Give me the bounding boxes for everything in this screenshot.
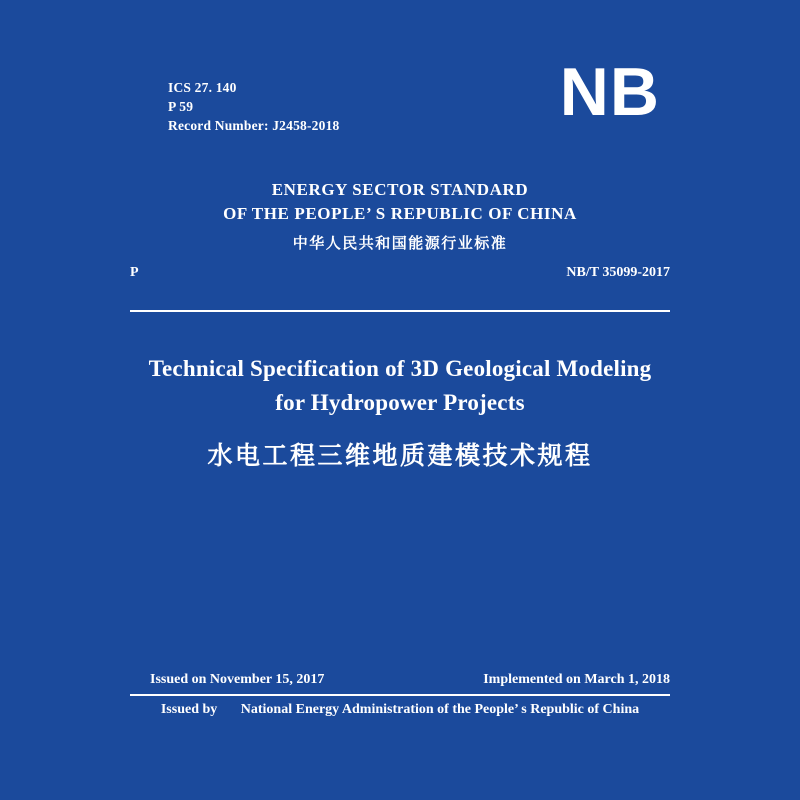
divider-bottom — [130, 694, 670, 696]
code-row — [130, 265, 670, 281]
divider-top — [130, 310, 670, 312]
page-title-english-line-1: Technical Specification of 3D Geological Modeling — [148, 356, 652, 381]
header-line-english-1: ENERGY SECTOR STANDARD — [271, 180, 529, 199]
standard-number: NB/T 35099-2017 — [566, 265, 670, 280]
identification-block — [168, 78, 339, 135]
header-line-english-2: OF THE PEOPLE’ S REPUBLIC OF CHINA — [223, 204, 577, 223]
dates-row — [150, 672, 670, 688]
nb-logo: NB — [559, 54, 660, 130]
issuer-label: Issued by — [160, 702, 218, 717]
issuer-row — [0, 702, 800, 718]
issuer-organization: National Energy Administration of the People’ s Republic of China — [240, 702, 640, 717]
issued-date: Issued on November 15, 2017 — [150, 672, 325, 687]
implemented-date: Implemented on March 1, 2018 — [483, 672, 670, 687]
ics-code: ICS 27. 140 — [168, 80, 237, 95]
record-number: Record Number: J2458-2018 — [168, 118, 340, 133]
header-line-chinese: 中华人民共和国能源行业标准 — [292, 234, 508, 252]
classification-letter: P — [130, 265, 139, 280]
document-title-block — [90, 352, 710, 472]
standard-header — [0, 178, 800, 253]
classification-code: P 59 — [168, 99, 194, 114]
page-title-english-line-2: for Hydropower Projects — [275, 390, 525, 415]
page-title-chinese: 水电工程三维地质建模技术规程 — [207, 441, 593, 470]
